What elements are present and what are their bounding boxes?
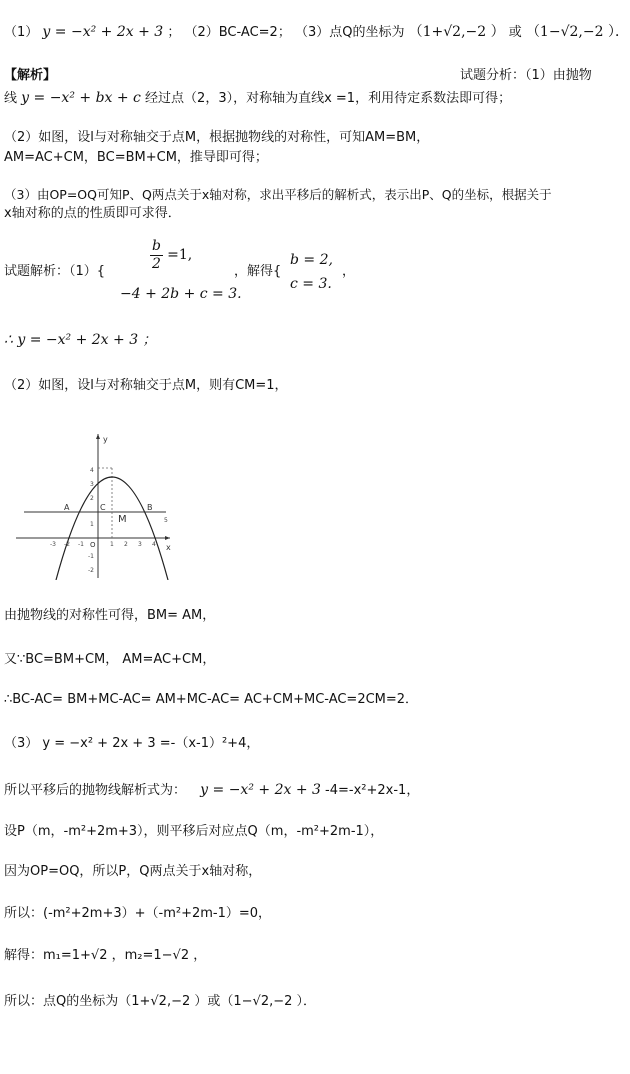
analysis-brief-label: 试题分析：（1）由抛物 <box>460 68 592 83</box>
y-tick: 4 <box>90 467 94 474</box>
symmetry-line: 由抛物线的对称性可得，BM= AM， <box>4 608 216 623</box>
because-line: 因为OP=OQ，所以P，Q两点关于x轴对称， <box>4 864 262 879</box>
solve-m-line: 解得：m₁=1+√2 ，m₂=1−√2 ， <box>4 948 207 963</box>
x-tick: -1 <box>78 541 84 548</box>
therefore-line: ∴ y = −x² + 2x + 3 ； <box>4 332 157 348</box>
y-tick: 1 <box>90 521 94 528</box>
answer-line <box>4 22 629 43</box>
analysis-part3-line1: （3）由OP=OQ可知P、Q两点关于x轴对称，求出平移后的解析式，表示出P、Q的坐标，根据关于 <box>4 187 552 202</box>
equation-1-rhs: =1, <box>167 246 193 263</box>
x-tick: 2 <box>124 541 128 548</box>
analysis-heading: 【解析】 <box>4 68 57 83</box>
y-axis-label: y <box>103 435 108 444</box>
y-tick: 3 <box>90 481 94 488</box>
system-equation-2: −4 + 2b + c = 3. <box>120 286 242 302</box>
point-A-label: A <box>64 503 70 512</box>
y-tick: 2 <box>90 495 94 502</box>
point-B-label: B <box>147 503 153 512</box>
answer-part1-expression: y = −x² + 2x + 3 <box>42 24 164 40</box>
shift-post: -4=-x²+2x-1， <box>325 783 420 798</box>
part3-expression: （3） y = −x² + 2x + 3 =-（x-1）²+4， <box>4 736 260 751</box>
answer-coord-2: （1−√2,−2 ）． <box>525 24 629 40</box>
solution-b: b = 2, <box>290 252 333 268</box>
shift-line <box>4 780 419 801</box>
x-tick: 4 <box>152 541 156 548</box>
analysis-part2-line1: （2）如图，设l与对称轴交于点M，根据抛物线的对称性，可知AM=BM， <box>4 130 430 145</box>
solve-label: ，解得{ <box>234 264 282 279</box>
point-C-label: C <box>100 503 106 512</box>
x-tick: 3 <box>138 541 142 548</box>
analysis-part3-line2: x轴对称的点的性质即可求得． <box>4 206 181 221</box>
again-line: 又∵BC=BM+CM， AM=AC+CM， <box>4 652 216 667</box>
part2-intro: （2）如图，设l与对称轴交于点M，则有CM=1， <box>4 378 288 393</box>
answer-or: 或 <box>508 25 522 40</box>
fraction-b-over-2 <box>150 238 163 273</box>
thus-line: ∴BC-AC= BM+MC-AC= AM+MC-AC= AC+CM+MC-AC=2CM=2． <box>4 692 419 707</box>
solution-tail: ， <box>342 264 356 279</box>
shift-expression: y = −x² + 2x + 3 <box>200 782 321 798</box>
solution-c: c = 3. <box>290 276 332 292</box>
shift-pre: 所以平移后的抛物线解析式为： <box>4 783 187 798</box>
so-line: 所以：(-m²+2m+3）+（-m²+2m-1）=0， <box>4 906 272 921</box>
y-tick: -2 <box>88 567 94 574</box>
analysis-line-1 <box>4 88 511 109</box>
x-axis-arrow <box>165 536 170 540</box>
solution-label <box>4 262 105 282</box>
y-tick: -1 <box>88 553 94 560</box>
y-axis-arrow <box>96 434 100 439</box>
answer-part1-label: （1） <box>4 25 39 40</box>
x-tick: -3 <box>50 541 56 548</box>
fraction-denominator: 2 <box>152 255 161 272</box>
analysis-part2-line2: AM=AC+CM，BC=BM+CM，推导即可得； <box>4 150 268 165</box>
x-tick: 5 <box>164 517 168 524</box>
solution-label-text: 试题解析：（1）{ <box>4 264 106 279</box>
answer-coord-1: （1+√2,−2 ） <box>408 24 505 40</box>
x-tick: -2 <box>64 541 70 548</box>
x-axis-label: x <box>166 543 171 552</box>
final-line: 所以：点Q的坐标为（1+√2,−2 ）或（1−√2,−2 ）． <box>4 994 317 1009</box>
set-P-line: 设P（m，-m²+2m+3），则平移后对应点Q（m，-m²+2m-1）， <box>4 824 384 839</box>
analysis-line1-expression: y = −x² + bx + c <box>21 90 141 106</box>
analysis-line1-post: 经过点（2，3），对称轴为直线x =1，利用待定系数法即可得； <box>145 91 512 106</box>
analysis-line1-pre: 线 <box>4 91 18 106</box>
answer-part2: （2）BC-AC=2； <box>184 25 291 40</box>
parabola-figure <box>14 430 174 580</box>
system-equation-1 <box>150 238 192 273</box>
origin-label: O <box>90 541 96 549</box>
point-M-label: M <box>118 514 127 525</box>
x-tick: 1 <box>110 541 114 548</box>
answer-separator: ； <box>167 25 181 40</box>
answer-part3-label: （3）点Q的坐标为 <box>294 25 405 40</box>
fraction-numerator: b <box>152 238 161 254</box>
